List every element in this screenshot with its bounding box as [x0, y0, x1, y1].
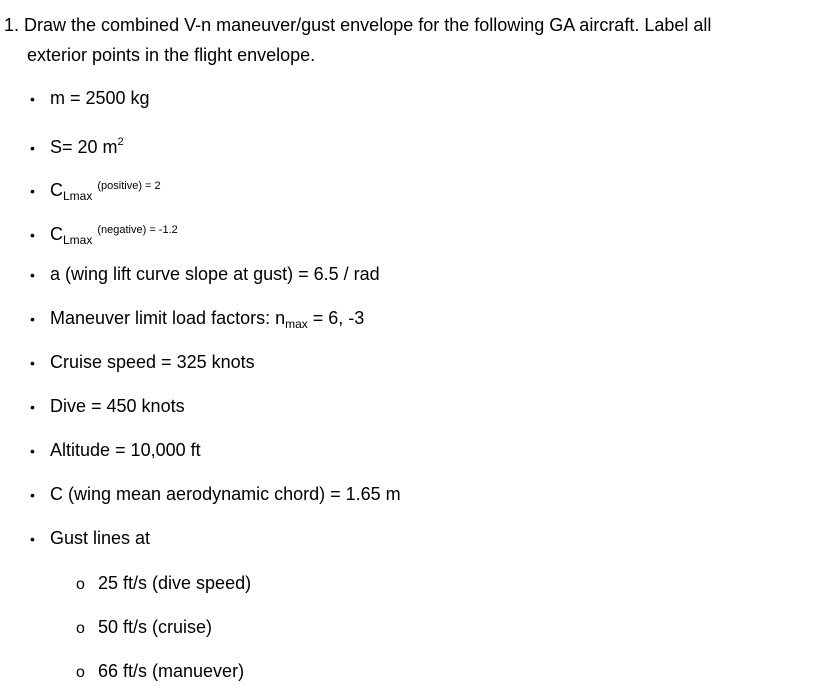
item-text: C [50, 180, 63, 200]
list-item-load-factors [30, 306, 364, 336]
item-text: S= 20 m [50, 137, 118, 157]
item-sup: 2 [117, 136, 124, 148]
item-text: m = 2500 kg [50, 88, 150, 108]
question-number: 1. [4, 15, 20, 35]
list-item-clmax-positive [30, 174, 161, 208]
list-item-area [30, 130, 124, 160]
item-text: Altitude = 10,000 ft [50, 440, 201, 460]
list-item-gust-lines [30, 526, 150, 551]
item-text: Gust lines at [50, 528, 151, 548]
item-text: C [50, 224, 63, 244]
bullet-icon: • [30, 443, 35, 459]
circle-bullet-icon: o [76, 576, 85, 593]
list-item-altitude [30, 438, 201, 463]
list-item-clmax-negative [30, 218, 178, 252]
list-item-mass [30, 86, 150, 111]
question-line-2: exterior points in the flight envelope. [27, 45, 316, 65]
item-sub: Lmax [63, 233, 93, 247]
bullet-icon: • [30, 183, 35, 199]
list-item-cruise [30, 350, 255, 375]
bullet-icon: • [30, 311, 35, 327]
item-text: a (wing lift curve slope at gust) = 6.5 / rad [50, 264, 380, 284]
item-text: 25 ft/s (dive speed) [98, 573, 252, 593]
bullet-icon: • [30, 399, 35, 415]
bullet-icon: • [30, 91, 35, 107]
item-text: Maneuver limit load factors: n [50, 308, 286, 328]
bullet-icon: • [30, 531, 35, 547]
item-text: Dive = 450 knots [50, 396, 185, 416]
bullet-icon: • [30, 487, 35, 503]
bullet-icon: • [30, 140, 35, 156]
bullet-icon: • [30, 355, 35, 371]
item-sup: (negative) = -1.2 [97, 224, 178, 236]
circle-bullet-icon: o [76, 664, 85, 681]
item-sub: max [285, 317, 308, 331]
item-text-after: = 6, -3 [307, 308, 365, 328]
sublist-item-maneuver-gust [76, 659, 244, 685]
circle-bullet-icon: o [76, 620, 85, 637]
question-line-1: Draw the combined V-n maneuver/gust envelope for the following GA aircraft. Label all [24, 15, 712, 35]
bullet-icon: • [30, 267, 35, 283]
list-item-chord [30, 482, 401, 507]
item-text: C (wing mean aerodynamic chord) = 1.65 m [50, 484, 401, 504]
item-sup: (positive) = 2 [97, 180, 161, 192]
list-item-dive [30, 394, 185, 419]
item-sub: Lmax [63, 189, 93, 203]
item-text: 50 ft/s (cruise) [98, 617, 213, 637]
item-text: Cruise speed = 325 knots [50, 352, 255, 372]
question-title [4, 10, 809, 70]
item-text: 66 ft/s (manuever) [98, 661, 245, 681]
sublist-item-cruise-gust [76, 615, 212, 641]
bullet-icon: • [30, 227, 35, 243]
sublist-item-dive-gust [76, 571, 251, 597]
list-item-lift-slope [30, 262, 380, 287]
